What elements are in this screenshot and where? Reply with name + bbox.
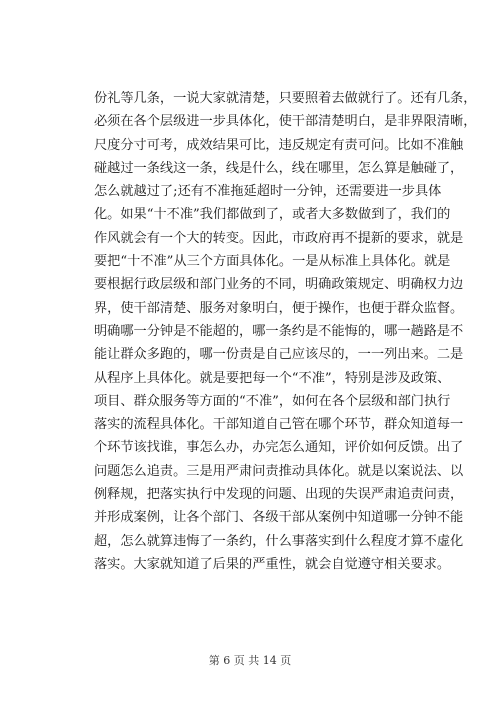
text-line: 界，使干部清楚、服务对象明白，便于操作，也便于群众监督。 [94, 300, 464, 316]
body-text [94, 87, 477, 576]
text-line: 超，怎么就算违悔了一条约，什么事落实到什么程度才算不虚化 [94, 533, 464, 549]
text-line: 从程序上具体化。就是要把每一个“不准”，特别是涉及政策、 [94, 370, 451, 386]
text-line: 化。如果“十不准”我们都做到了，或者大多数做到了，我们的 [94, 207, 451, 223]
text-line: 必须在各个层级进一步具体化，使干部清楚明白，是非界限清晰， [94, 114, 477, 130]
text-line-last: 落实。大家就知道了后果的严重性，就会自觉遵守相关要求。 [94, 556, 451, 572]
text-line: 并形成案例，让各个部门、各级干部从案例中知道哪一分钟不能 [94, 510, 464, 526]
text-line: 问题怎么追责。三是用严肃问责推动具体化。就是以案说法、以 [94, 463, 464, 479]
text-line: 能让群众多跑的，哪一份责是自己应该尽的，一一列出来。二是 [94, 347, 464, 363]
text-line: 例释规，把落实执行中发现的问题、出现的失误严肃追责问责， [94, 487, 464, 503]
text-line: 碰越过一条线这一条，线是什么，线在哪里，怎么算是触碰了， [94, 160, 464, 176]
text-line: 尺度分寸可考，成效结果可比，违反规定有责可问。比如不准触 [94, 137, 464, 153]
page-number-footer: 第 6 页 共 14 页 [208, 654, 292, 667]
text-line: 明确哪一分钟是不能超的，哪一条约是不能悔的，哪一趟路是不 [94, 323, 464, 339]
text-line: 项目、群众服务等方面的“不准”，如何在各个层级和部门执行 [94, 393, 451, 409]
text-line: 份礼等几条，一说大家就清楚，只要照着去做就行了。还有几条， [94, 91, 477, 106]
text-line: 个环节该找谁，事怎么办，办完怎么通知，评价如何反馈。出了 [94, 440, 464, 456]
text-line: 作风就会有一个大的转变。因此，市政府再不提新的要求，就是 [94, 230, 464, 246]
text-line: 要根据行政层级和部门业务的不同，明确政策规定、明确权力边 [94, 277, 464, 293]
text-line: 怎么就越过了;还有不准拖延超时一分钟，还需要进一步具体 [94, 184, 442, 200]
text-line: 要把“十不准”从三个方面具体化。一是从标准上具体化。就是 [94, 254, 451, 270]
text-line: 落实的流程具体化。干部知道自己管在哪个环节，群众知道每一 [94, 417, 464, 433]
